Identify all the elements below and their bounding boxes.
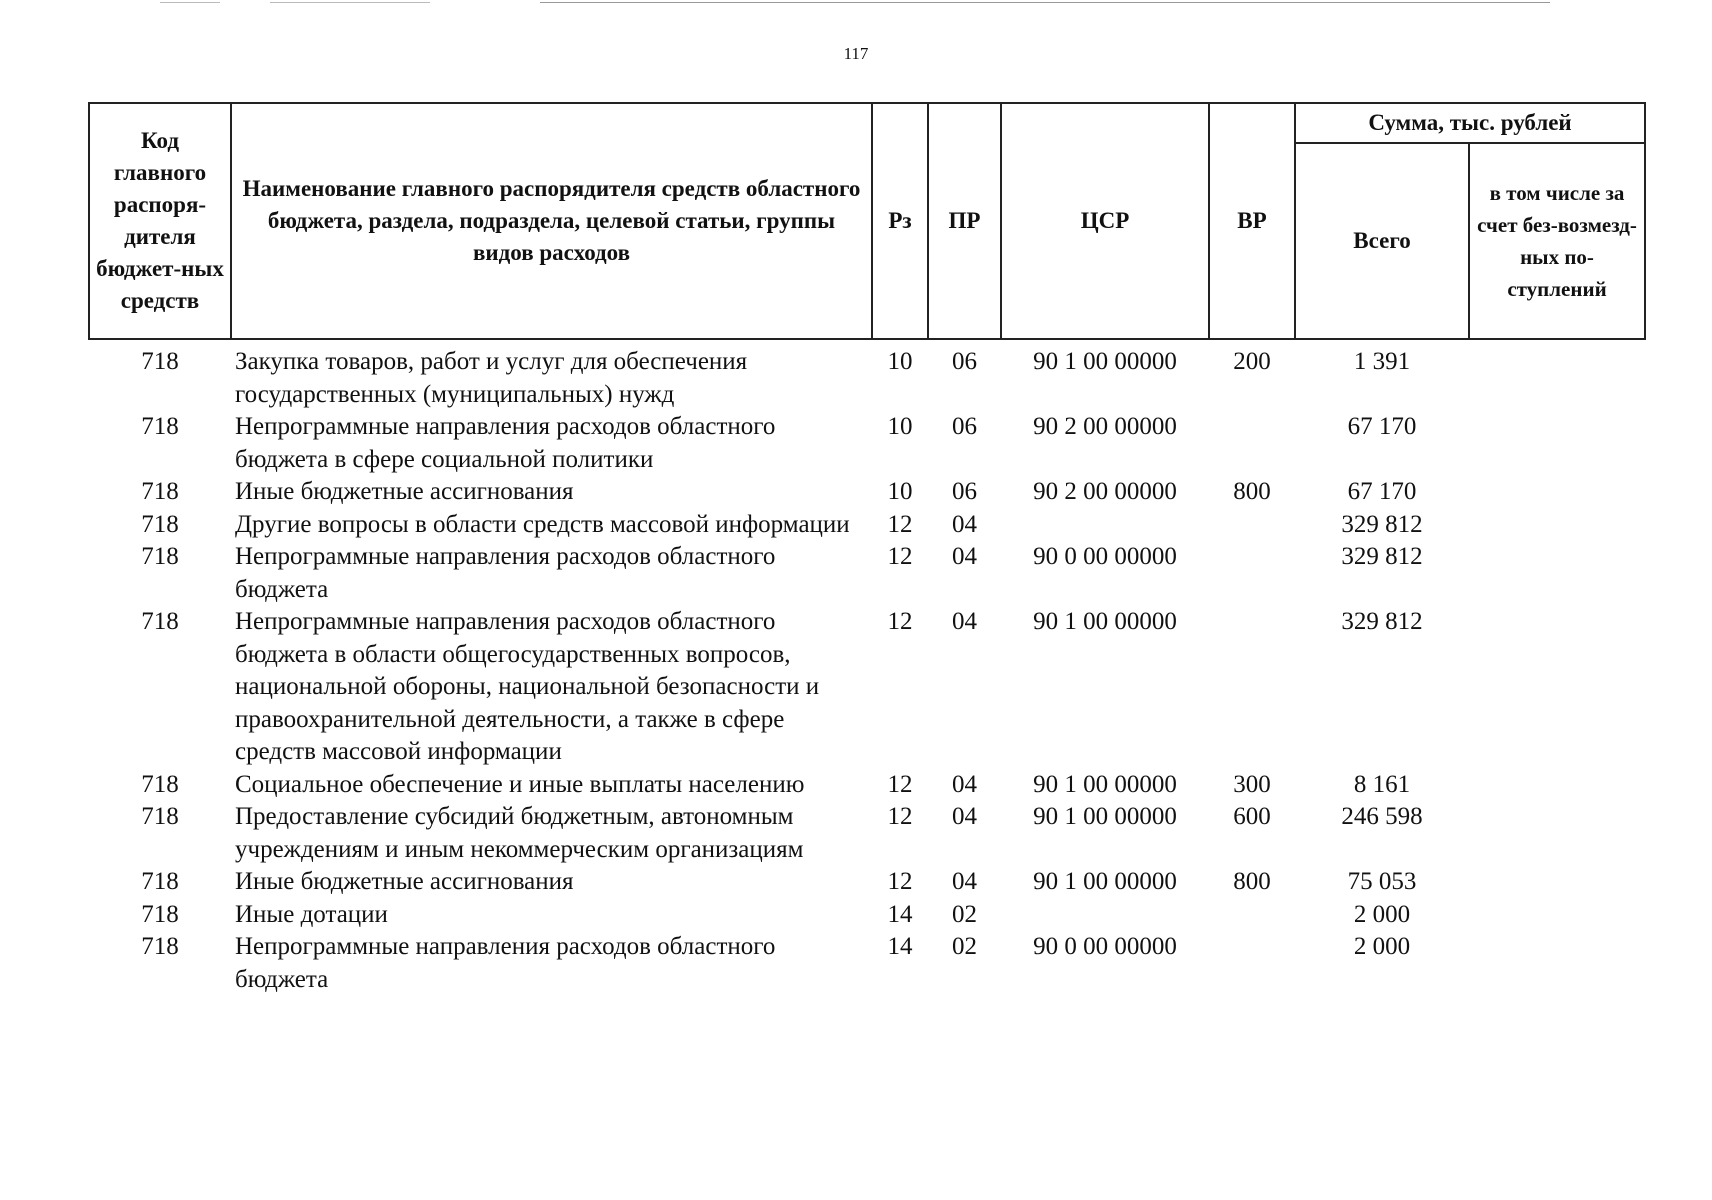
cell-total: 67 170 <box>1347 478 1417 505</box>
page-number: 117 <box>843 44 869 63</box>
cell-vr: 300 <box>1233 770 1271 798</box>
budget-table <box>88 102 1646 996</box>
cell-total: 75 053 <box>1347 868 1417 895</box>
cell-vr <box>1209 899 1295 932</box>
cell-csr <box>1001 509 1209 542</box>
cell-rz: 10 <box>887 478 913 505</box>
cell-code: 718 <box>141 348 179 375</box>
header-grant: в том числе за счет без-возмезд-ных по-ступлений <box>1469 143 1645 339</box>
table-row <box>89 411 1645 476</box>
table-row <box>89 899 1645 932</box>
cell-vr: 800 <box>1233 868 1271 895</box>
cell-grant <box>1469 931 1645 996</box>
cell-rz: 14 <box>887 933 913 960</box>
cell-grant <box>1469 411 1645 476</box>
table-row <box>89 509 1645 542</box>
table-row <box>89 339 1645 411</box>
cell-code: 718 <box>141 543 179 570</box>
table-row <box>89 476 1645 509</box>
scan-top-rule-mid <box>270 2 430 3</box>
cell-grant <box>1469 801 1645 866</box>
cell-grant <box>1469 509 1645 542</box>
cell-pr: 04 <box>952 868 977 895</box>
header-name: Наименование главного распорядителя средств областного бюджета, раздела, подраздела, целевой статьи, группы видов расходов <box>231 103 872 339</box>
cell-grant <box>1469 339 1645 411</box>
cell-rz: 12 <box>887 608 913 635</box>
table-row <box>89 931 1645 996</box>
header-code: Код главного распоря-дителя бюджет-ных средств <box>89 103 231 339</box>
header-sum-group: Сумма, тыс. рублей <box>1295 103 1645 143</box>
table-row <box>89 866 1645 899</box>
cell-total: 2 000 <box>1353 900 1411 928</box>
scan-top-rule-left <box>160 2 220 3</box>
header-csr: ЦСР <box>1001 103 1209 339</box>
cell-csr: 90 0 00 00000 <box>1033 543 1177 570</box>
cell-grant <box>1469 541 1645 606</box>
cell-code: 718 <box>141 933 179 960</box>
cell-name: Непрограммные направления расходов областного бюджета <box>235 933 776 993</box>
cell-csr: 90 1 00 00000 <box>1033 348 1177 375</box>
cell-csr: 90 2 00 00000 <box>1033 478 1177 505</box>
scan-top-rule <box>540 2 1550 3</box>
cell-pr: 04 <box>952 510 977 538</box>
cell-vr <box>1209 411 1295 476</box>
cell-code: 718 <box>141 510 179 538</box>
cell-code: 718 <box>141 413 179 440</box>
cell-csr: 90 2 00 00000 <box>1033 413 1177 440</box>
cell-total: 329 812 <box>1341 510 1423 538</box>
cell-vr: 200 <box>1233 348 1271 375</box>
cell-csr: 90 1 00 00000 <box>1033 770 1177 798</box>
cell-csr: 90 1 00 00000 <box>1033 803 1177 830</box>
cell-code: 718 <box>141 803 179 830</box>
cell-rz: 12 <box>887 543 913 570</box>
table-row <box>89 606 1645 769</box>
cell-code: 718 <box>141 900 179 928</box>
cell-grant <box>1469 606 1645 769</box>
cell-rz: 10 <box>887 413 913 440</box>
table-row <box>89 769 1645 802</box>
header-pr: ПР <box>928 103 1001 339</box>
cell-vr <box>1209 931 1295 996</box>
cell-pr: 04 <box>952 803 977 830</box>
cell-total: 2 000 <box>1353 933 1411 960</box>
cell-rz: 12 <box>887 770 913 798</box>
cell-code: 718 <box>141 608 179 635</box>
cell-code: 718 <box>141 478 179 505</box>
cell-total: 246 598 <box>1341 803 1423 830</box>
cell-name: Закупка товаров, работ и услуг для обеспечения государственных (муниципальных) нужд <box>235 348 748 408</box>
cell-total: 1 391 <box>1353 348 1411 375</box>
cell-vr: 600 <box>1233 803 1271 830</box>
cell-csr: 90 0 00 00000 <box>1033 933 1177 960</box>
cell-pr: 06 <box>952 478 977 505</box>
cell-rz: 10 <box>887 348 913 375</box>
cell-pr: 02 <box>952 900 977 928</box>
cell-code: 718 <box>141 868 179 895</box>
cell-csr: 90 1 00 00000 <box>1033 868 1177 895</box>
cell-name: Иные бюджетные ассигнования <box>235 478 574 505</box>
cell-vr <box>1209 509 1295 542</box>
cell-vr <box>1209 606 1295 769</box>
cell-pr: 06 <box>952 348 977 375</box>
cell-pr: 04 <box>952 770 977 798</box>
cell-grant <box>1469 899 1645 932</box>
cell-pr: 04 <box>952 543 977 570</box>
header-rz: Рз <box>872 103 928 339</box>
cell-name: Предоставление субсидий бюджетным, автономным учреждениям и иным некоммерческим организациям <box>235 803 804 863</box>
cell-total: 329 812 <box>1341 543 1423 570</box>
cell-name: Непрограммные направления расходов областного бюджета <box>235 543 776 603</box>
cell-name: Иные бюджетные ассигнования <box>235 868 574 895</box>
cell-total: 329 812 <box>1341 608 1423 635</box>
cell-grant <box>1469 476 1645 509</box>
cell-total: 67 170 <box>1347 413 1417 440</box>
cell-vr <box>1209 541 1295 606</box>
cell-rz: 14 <box>887 900 913 928</box>
table-row <box>89 801 1645 866</box>
cell-grant <box>1469 769 1645 802</box>
cell-pr: 04 <box>952 608 977 635</box>
cell-name: Непрограммные направления расходов областного бюджета в области общегосударственных вопросов, национальной обороны, национальной безопасности и правоохранительной деятельности, а также в сфере средств массовой информации <box>235 608 820 765</box>
cell-csr <box>1001 899 1209 932</box>
cell-csr: 90 1 00 00000 <box>1033 608 1177 635</box>
cell-rz: 12 <box>887 868 913 895</box>
cell-rz: 12 <box>887 803 913 830</box>
cell-grant <box>1469 866 1645 899</box>
cell-code: 718 <box>141 770 179 798</box>
table-row <box>89 541 1645 606</box>
cell-pr: 06 <box>952 413 977 440</box>
cell-vr: 800 <box>1233 478 1271 505</box>
cell-name: Непрограммные направления расходов областного бюджета в сфере социальной политики <box>235 413 776 473</box>
header-vr: ВР <box>1209 103 1295 339</box>
cell-name: Иные дотации <box>235 900 388 928</box>
cell-pr: 02 <box>952 933 977 960</box>
cell-name: Социальное обеспечение и иные выплаты населению <box>235 770 805 798</box>
cell-rz: 12 <box>887 510 913 538</box>
cell-total: 8 161 <box>1353 770 1411 798</box>
cell-name: Другие вопросы в области средств массовой информации <box>235 510 850 538</box>
header-total: Всего <box>1295 143 1469 339</box>
